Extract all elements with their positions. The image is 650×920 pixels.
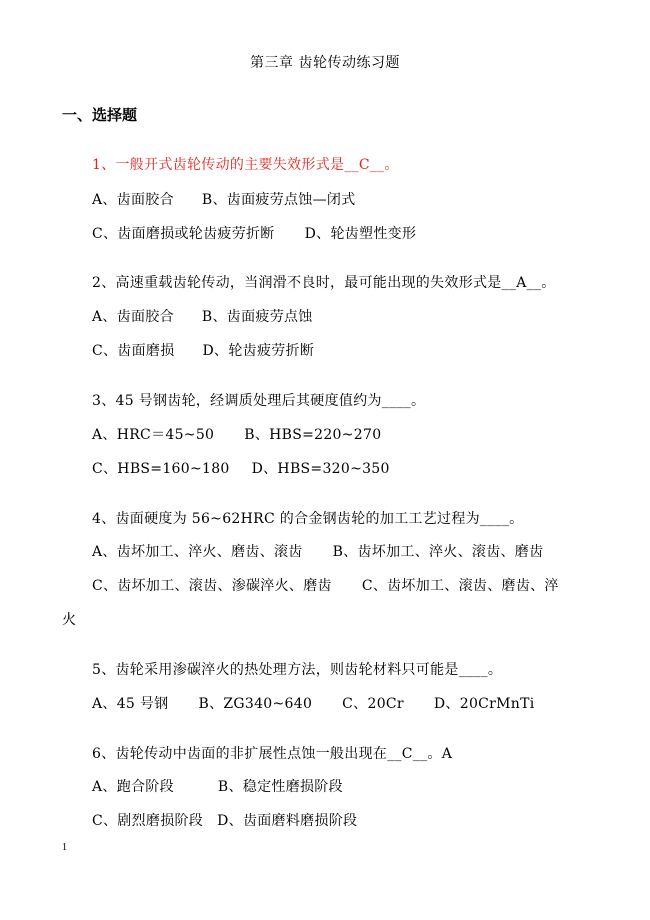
question-4-option-d-continued: 火: [62, 612, 77, 628]
question-6-option-c: C、剧烈磨损阶段: [92, 813, 204, 829]
question-3-option-d: D、HBS=320~350: [251, 461, 390, 477]
question-2-option-a: A、齿面胶合: [92, 309, 174, 325]
page-title: 第三章 齿轮传动练习题: [250, 55, 400, 71]
question-1-options-cd: [92, 223, 416, 243]
question-4-option-c: C、齿坏加工、滚齿、渗碳淬火、磨齿: [92, 578, 332, 594]
question-1-option-b: B、齿面疲劳点蚀—闭式: [201, 192, 356, 208]
question-3-option-c: C、HBS=160~180: [92, 461, 230, 477]
page-number: 1: [62, 842, 67, 853]
question-6-options-cd: [92, 810, 357, 830]
question-1-options-ab: [92, 189, 356, 209]
question-4-options-ab: [92, 541, 543, 561]
section-heading: 一、选择题: [62, 106, 138, 124]
question-1-option-a: A、齿面胶合: [92, 192, 174, 208]
question-5-option-d: D、20CrMnTi: [433, 696, 535, 712]
question-6-option-a: A、跑合阶段: [92, 779, 174, 795]
question-2-stem: 2、高速重载齿轮传动，当润滑不良时，最可能出现的失效形式是__A__。: [92, 275, 556, 291]
question-5-option-c: C、20Cr: [342, 696, 404, 712]
question-4-option-b: B、齿坏加工、淬火、滚齿、磨齿: [332, 544, 544, 560]
question-4-stem: 4、齿面硬度为 56~62HRC 的合金钢齿轮的加工工艺过程为____。: [92, 511, 524, 527]
question-3-option-b: B、HBS=220~270: [244, 427, 382, 443]
question-1-option-c: C、齿面磨损或轮齿疲劳折断: [92, 226, 275, 242]
question-6-options-ab: [92, 776, 343, 796]
question-5-option-b: B、ZG340~640: [198, 696, 313, 712]
question-6-option-b: B、稳定性磨损阶段: [217, 779, 343, 795]
question-2-options-cd: [92, 340, 314, 360]
question-4-option-d: C、齿坏加工、滚齿、磨齿、淬: [361, 578, 559, 594]
question-6-option-d: D、齿面磨料磨损阶段: [217, 813, 358, 829]
question-2-option-b: B、齿面疲劳点蚀: [201, 309, 313, 325]
question-4-options-cd: [92, 575, 559, 595]
question-1-option-d: D、轮齿塑性变形: [304, 226, 417, 242]
question-6-stem: 6、齿轮传动中齿面的非扩展性点蚀一般出现在__C__。A: [92, 746, 453, 762]
question-3-options-ab: [92, 424, 381, 444]
question-4-option-a: A、齿坏加工、淬火、磨齿、滚齿: [92, 544, 303, 560]
question-2-option-c: C、齿面磨损: [92, 343, 175, 359]
question-5-stem: 5、齿轮采用渗碳淬火的热处理方法，则齿轮材料只可能是____。: [92, 662, 503, 678]
question-2-option-d: D、轮齿疲劳折断: [202, 343, 315, 359]
question-3-stem: 3、45 号钢齿轮，经调质处理后其硬度值约为____。: [92, 393, 426, 409]
question-3-option-a: A、HRC＝45~50: [92, 427, 215, 443]
question-2-options-ab: [92, 306, 313, 326]
question-5-option-a: A、45 号钢: [92, 696, 169, 712]
question-5-options: [92, 693, 535, 713]
question-1-stem: 1、一般开式齿轮传动的主要失效形式是__C__。: [92, 157, 399, 173]
question-3-options-cd: [92, 458, 390, 478]
